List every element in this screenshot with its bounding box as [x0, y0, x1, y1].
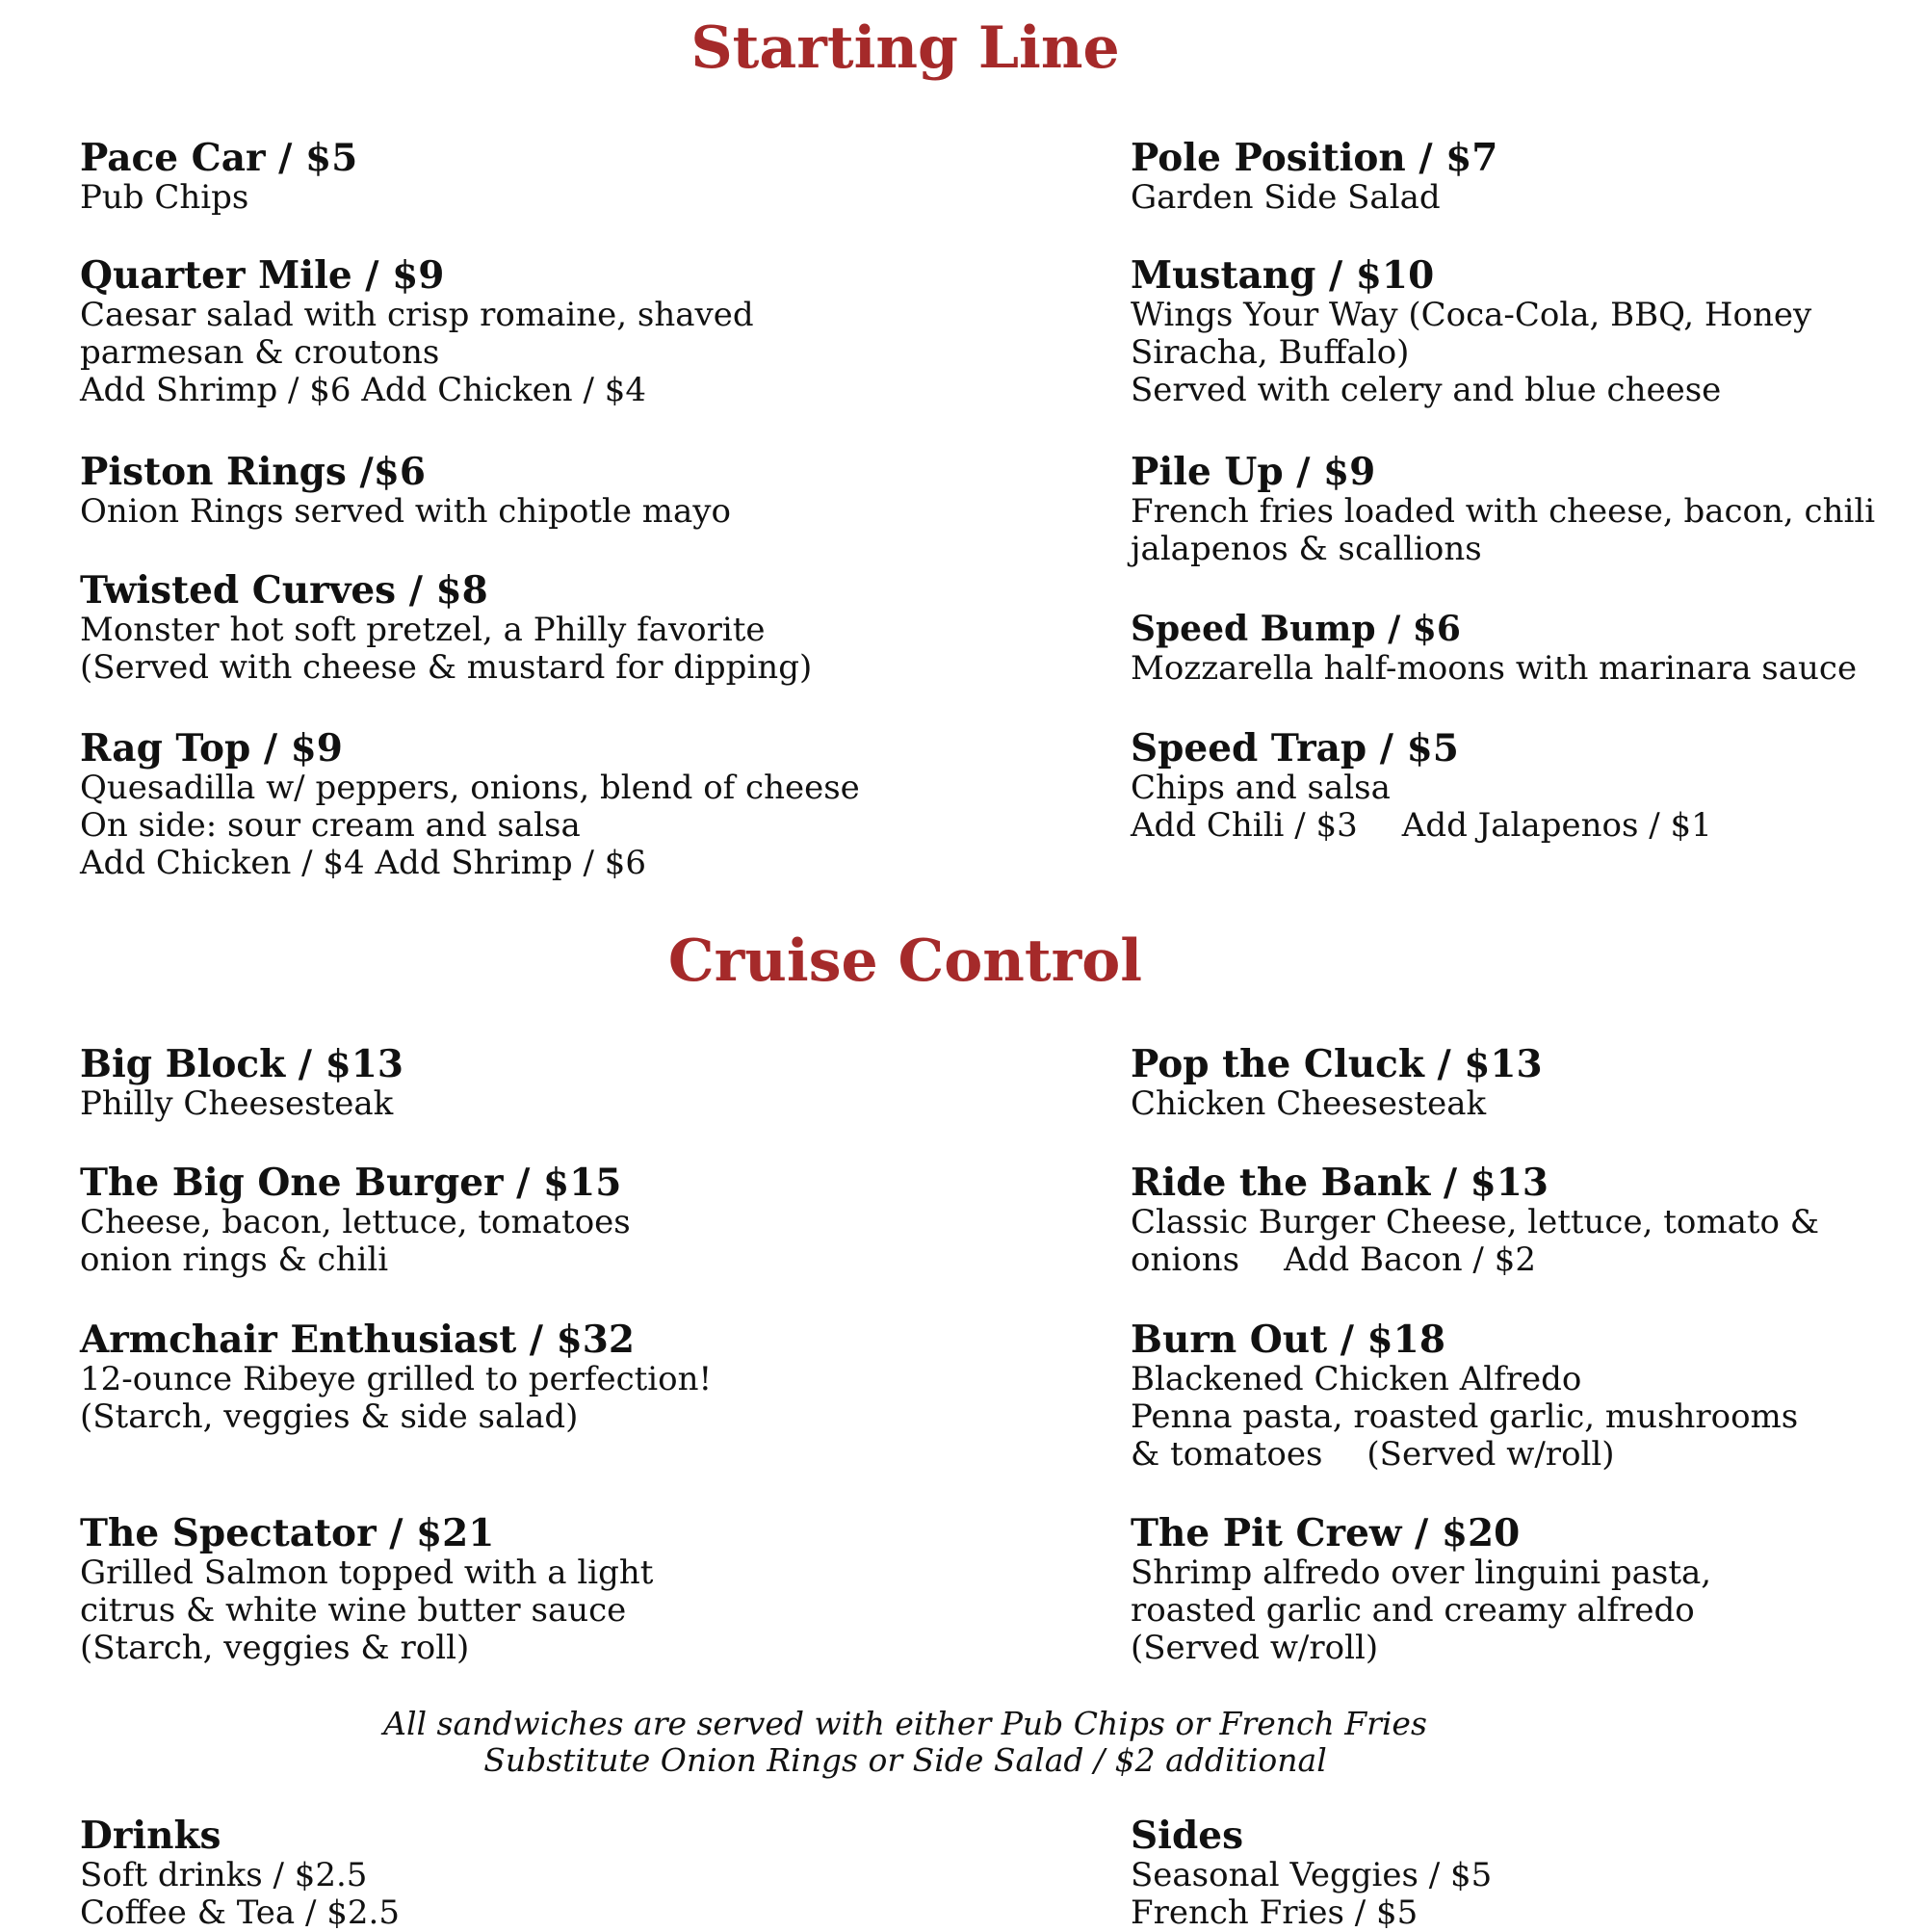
item-name: Twisted Curves / $8: [80, 568, 488, 613]
item-name: The Spectator / $21: [80, 1511, 495, 1555]
item-description: Siracha, Buffalo): [1131, 333, 1410, 372]
item-description: Shrimp alfredo over linguini pasta,: [1131, 1553, 1712, 1592]
item-addons: Add Shrimp / $6 Add Chicken / $4: [80, 371, 647, 409]
menu-item-speed-bump: [1131, 608, 1901, 688]
item-description-part: onions: [1131, 1240, 1240, 1279]
item-description: Grilled Salmon topped with a light: [80, 1553, 654, 1592]
item-addons: Add Chicken / $4 Add Shrimp / $6: [80, 844, 647, 882]
menu-item-pop-the-cluck: [1131, 1043, 1901, 1123]
menu-item-quarter-mile: [80, 254, 1043, 409]
sides-section: [1131, 1815, 1901, 1932]
item-name: The Pit Crew / $20: [1131, 1511, 1521, 1555]
item-name: Ride the Bank / $13: [1131, 1161, 1549, 1205]
item-description: citrus & white wine butter sauce: [80, 1591, 627, 1630]
item-description: jalapenos & scallions: [1131, 530, 1482, 568]
item-description: 12-ounce Ribeye grilled to perfection!: [80, 1360, 713, 1398]
item-name: Quarter Mile / $9: [80, 253, 445, 298]
menu-item-big-one-burger: [80, 1162, 1043, 1279]
item-name: Armchair Enthusiast / $32: [80, 1318, 636, 1362]
item-description: [1131, 1241, 1901, 1279]
item-name: Piston Rings /$6: [80, 450, 426, 494]
item-name: Pace Car / $5: [80, 136, 358, 180]
item-description: Cheese, bacon, lettuce, tomatoes: [80, 1203, 631, 1241]
item-description: Garden Side Salad: [1131, 178, 1441, 217]
item-name: Speed Trap / $5: [1131, 726, 1459, 770]
item-description: roasted garlic and creamy alfredo: [1131, 1591, 1695, 1630]
drinks-title: Drinks: [80, 1814, 221, 1858]
menu-item-rag-top: [80, 727, 1043, 882]
item-description: Philly Cheesesteak: [80, 1084, 394, 1123]
item-name: Big Block / $13: [80, 1042, 403, 1086]
item-addons: [1131, 807, 1901, 845]
item-description: Chicken Cheesesteak: [1131, 1084, 1487, 1123]
item-description: Monster hot soft pretzel, a Philly favorite: [80, 611, 766, 649]
menu-item-pile-up: [1131, 451, 1901, 568]
section-title-cruise-control: Cruise Control: [667, 927, 1143, 995]
item-description: parmesan & croutons: [80, 333, 440, 372]
sandwich-note-line-1: All sandwiches are served with either Pub Chips or French Fries: [383, 1705, 1427, 1742]
menu-item-pole-position: [1131, 137, 1901, 217]
menu-item-pace-car: [80, 137, 1043, 217]
sides-item: French Fries / $5: [1131, 1893, 1418, 1932]
item-description: onion rings & chili: [80, 1240, 389, 1279]
item-description: On side: sour cream and salsa: [80, 806, 581, 845]
item-description: Caesar salad with crisp romaine, shaved: [80, 296, 754, 334]
menu-item-speed-trap: [1131, 727, 1901, 845]
item-description: Served with celery and blue cheese: [1131, 371, 1722, 409]
menu-item-the-pit-crew: [1131, 1512, 1901, 1667]
item-description: Blackened Chicken Alfredo: [1131, 1360, 1582, 1398]
item-description: [1131, 1436, 1901, 1474]
drinks-item: Soft drinks / $2.5: [80, 1856, 368, 1894]
drinks-section: [80, 1815, 1043, 1932]
item-description: Quesadilla w/ peppers, onions, blend of cheese: [80, 769, 860, 807]
item-description: Classic Burger Cheese, lettuce, tomato &: [1131, 1203, 1820, 1241]
item-description: Onion Rings served with chipotle mayo: [80, 492, 731, 531]
item-name: The Big One Burger / $15: [80, 1161, 622, 1205]
sandwich-note-line-2: Substitute Onion Rings or Side Salad / $2 additional: [483, 1741, 1327, 1779]
menu-item-ride-the-bank: [1131, 1162, 1901, 1279]
menu-item-piston-rings: [80, 451, 1043, 531]
menu-item-armchair-enthusiast: [80, 1318, 1043, 1436]
menu-item-twisted-curves: [80, 569, 1043, 687]
item-name: Rag Top / $9: [80, 726, 343, 770]
section-title-starting-line: Starting Line: [690, 14, 1120, 82]
menu-item-burn-out: [1131, 1318, 1901, 1474]
item-description-part: & tomatoes: [1131, 1435, 1323, 1474]
item-name: Mustang / $10: [1131, 253, 1435, 298]
item-description: (Starch, veggies & roll): [80, 1629, 470, 1667]
item-description: (Served with cheese & mustard for dipping): [80, 648, 813, 687]
sides-item: Seasonal Veggies / $5: [1131, 1856, 1493, 1894]
sides-title: Sides: [1131, 1814, 1244, 1858]
addon-chili: Add Chili / $3: [1131, 806, 1358, 845]
item-description: (Served w/roll): [1131, 1629, 1379, 1667]
item-description: French fries loaded with cheese, bacon, chili: [1131, 492, 1876, 531]
item-description: Mozzarella half-moons with marinara sauce: [1131, 649, 1858, 688]
item-name: Burn Out / $18: [1131, 1318, 1445, 1362]
item-description-part: (Served w/roll): [1366, 1435, 1615, 1474]
item-description: Pub Chips: [80, 178, 249, 217]
item-name: Speed Bump / $6: [1131, 609, 1461, 649]
menu-item-mustang: [1131, 254, 1901, 409]
menu-item-the-spectator: [80, 1512, 1043, 1667]
item-description: (Starch, veggies & side salad): [80, 1397, 579, 1436]
item-name: Pole Position / $7: [1131, 136, 1498, 180]
menu-item-big-block: [80, 1043, 1043, 1123]
item-name: Pop the Cluck / $13: [1131, 1042, 1543, 1086]
item-description: Wings Your Way (Coca-Cola, BBQ, Honey: [1131, 296, 1812, 334]
item-description: Chips and salsa: [1131, 769, 1391, 807]
item-description: Penna pasta, roasted garlic, mushrooms: [1131, 1397, 1799, 1436]
item-name: Pile Up / $9: [1131, 450, 1376, 494]
addon-bacon: Add Bacon / $2: [1284, 1240, 1536, 1279]
addon-jalapenos: Add Jalapenos / $1: [1401, 806, 1712, 845]
drinks-item: Coffee & Tea / $2.5: [80, 1893, 400, 1932]
